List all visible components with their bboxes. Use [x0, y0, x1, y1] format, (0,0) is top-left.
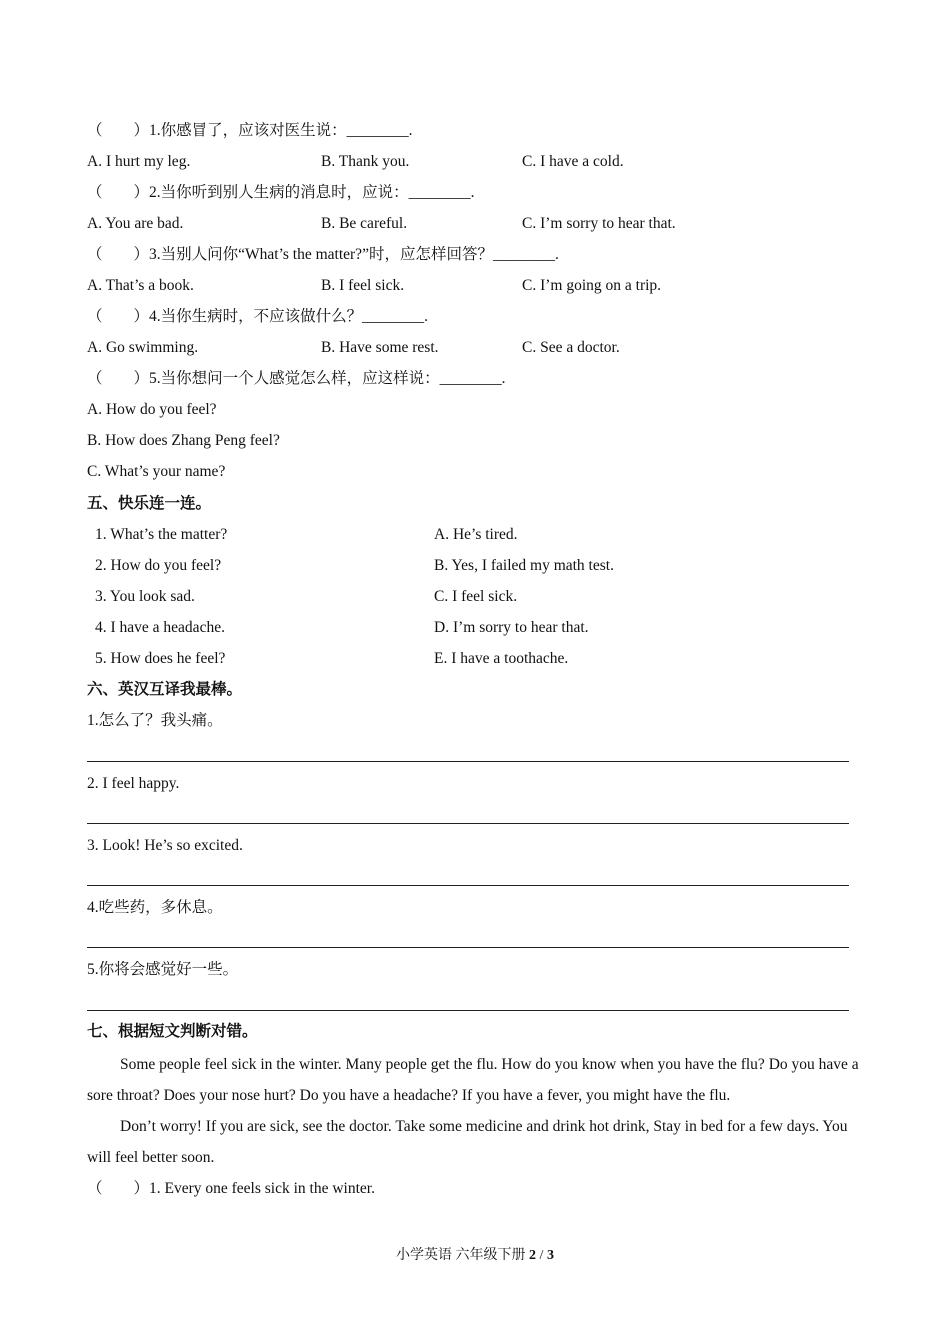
question-stem-3: （ ）3.当别人问你“What’s the matter?”时，应怎样回答？________. — [87, 246, 559, 263]
translate-item-3: 3. Look! He’s so excited. — [87, 837, 243, 854]
match-left-5: 5. How does he feel? — [95, 650, 226, 667]
match-left-2: 2. How do you feel? — [95, 557, 222, 574]
footer-label: 小学英语 六年级下册 — [396, 1248, 526, 1263]
match-right-a: A. He’s tired. — [434, 526, 518, 543]
page-total: 3 — [546, 1248, 554, 1263]
match-left-3: 3. You look sad. — [95, 588, 195, 605]
question-stem-4: （ ）4.当你生病时，不应该做什么？________. — [87, 308, 429, 325]
option-3c: C. I’m going on a trip. — [522, 277, 662, 294]
answer-line-3 — [87, 885, 849, 886]
match-left-4: 4. I have a headache. — [95, 619, 225, 636]
option-5b: B. How does Zhang Peng feel? — [87, 432, 280, 449]
translate-item-1: 1.怎么了？我头痛。 — [87, 712, 223, 729]
page-footer — [0, 1247, 950, 1265]
option-5a: A. How do you feel? — [87, 401, 217, 418]
section-5-title: 五、快乐连一连。 — [87, 495, 212, 512]
section-7-title: 七、根据短文判断对错。 — [87, 1023, 258, 1040]
match-left-1: 1. What’s the matter? — [95, 526, 228, 543]
option-2a: A. You are bad. — [87, 215, 184, 232]
option-1b: B. Thank you. — [321, 153, 410, 170]
option-3b: B. I feel sick. — [321, 277, 405, 294]
option-4b: B. Have some rest. — [321, 339, 439, 356]
section-6-title: 六、英汉互译我最棒。 — [87, 681, 243, 698]
option-1a: A. I hurt my leg. — [87, 153, 191, 170]
option-1c: C. I have a cold. — [522, 153, 624, 170]
translate-item-4: 4.吃些药，多休息。 — [87, 899, 223, 916]
passage-paragraph-1: Some people feel sick in the winter. Many people get the flu. How do you know when you have the flu? Do you have a sore throat? Does your nose hurt? Do you have a headache? If you have a fever, you might have the flu. — [87, 1056, 859, 1104]
answer-line-5 — [87, 1010, 849, 1011]
question-stem-5: （ ）5.当你想问一个人感觉怎么样，应这样说：________. — [87, 370, 506, 387]
option-2b: B. Be careful. — [321, 215, 408, 232]
option-4a: A. Go swimming. — [87, 339, 199, 356]
page-number: 2 — [529, 1248, 537, 1263]
question-stem-2: （ ）2.当你听到别人生病的消息时，应说：________. — [87, 184, 475, 201]
answer-line-2 — [87, 823, 849, 824]
translate-item-5: 5.你将会感觉好一些。 — [87, 961, 239, 978]
match-right-b: B. Yes, I failed my math test. — [434, 557, 614, 574]
match-right-d: D. I’m sorry to hear that. — [434, 619, 589, 636]
option-3a: A. That’s a book. — [87, 277, 194, 294]
page-separator: / — [539, 1248, 544, 1263]
option-4c: C. See a doctor. — [522, 339, 620, 356]
match-right-e: E. I have a toothache. — [434, 650, 569, 667]
answer-line-1 — [87, 761, 849, 762]
option-5c: C. What’s your name? — [87, 463, 226, 480]
option-2c: C. I’m sorry to hear that. — [522, 215, 676, 232]
judge-question-1: （ ）1. Every one feels sick in the winter. — [87, 1180, 375, 1197]
match-right-c: C. I feel sick. — [434, 588, 518, 605]
question-stem-1: （ ）1.你感冒了，应该对医生说：________. — [87, 122, 413, 139]
passage-paragraph-2: Don’t worry! If you are sick, see the doctor. Take some medicine and drink hot drink, Stay in bed for a few days. You will feel better soon. — [87, 1118, 848, 1166]
translate-item-2: 2. I feel happy. — [87, 775, 180, 792]
answer-line-4 — [87, 947, 849, 948]
